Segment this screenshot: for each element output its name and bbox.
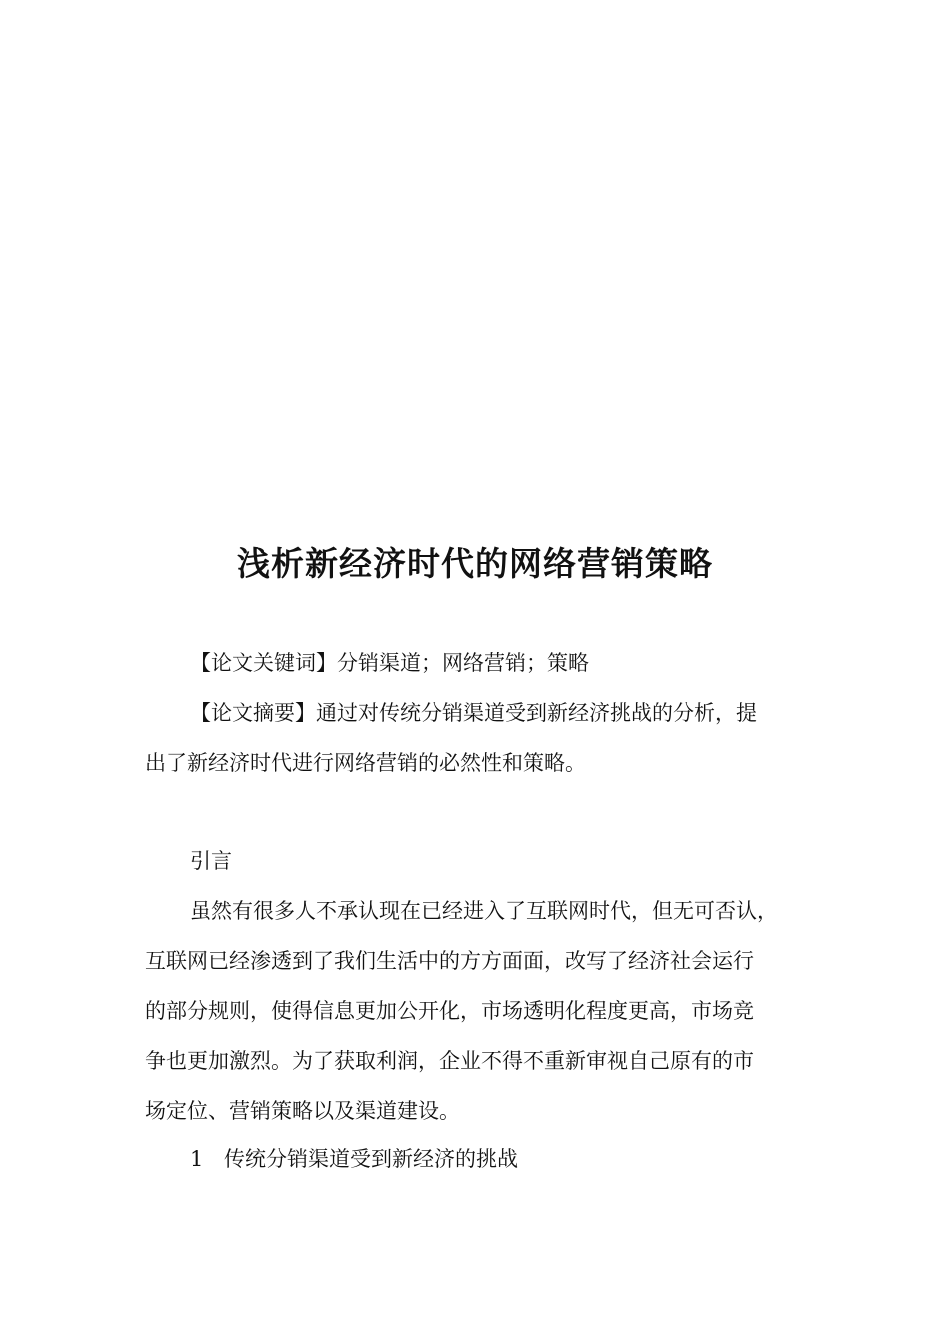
section-1-number: 1 xyxy=(190,1147,204,1171)
abstract-line-1: 【论文摘要】通过对传统分销渠道受到新经济挑战的分析，提 xyxy=(190,701,757,725)
section-1-heading xyxy=(190,1144,518,1174)
section-1-title: 传统分销渠道受到新经济的挑战 xyxy=(224,1147,518,1171)
intro-heading: 引言 xyxy=(190,849,232,873)
document-title: 浅析新经济时代的网络营销策略 xyxy=(237,544,713,583)
intro-line-2: 互联网已经渗透到了我们生活中的方方面面，改写了经济社会运行 xyxy=(145,949,754,973)
intro-line-1: 虽然有很多人不承认现在已经进入了互联网时代，但无可否认， xyxy=(190,899,778,923)
keywords-line: 【论文关键词】分销渠道；网络营销；策略 xyxy=(190,651,589,675)
intro-line-3: 的部分规则，使得信息更加公开化，市场透明化程度更高，市场竞 xyxy=(145,999,754,1023)
intro-line-5: 场定位、营销策略以及渠道建设。 xyxy=(145,1099,460,1123)
abstract-line-2: 出了新经济时代进行网络营销的必然性和策略。 xyxy=(145,751,586,775)
intro-line-4: 争也更加激烈。为了获取利润，企业不得不重新审视自己原有的市 xyxy=(145,1049,754,1073)
